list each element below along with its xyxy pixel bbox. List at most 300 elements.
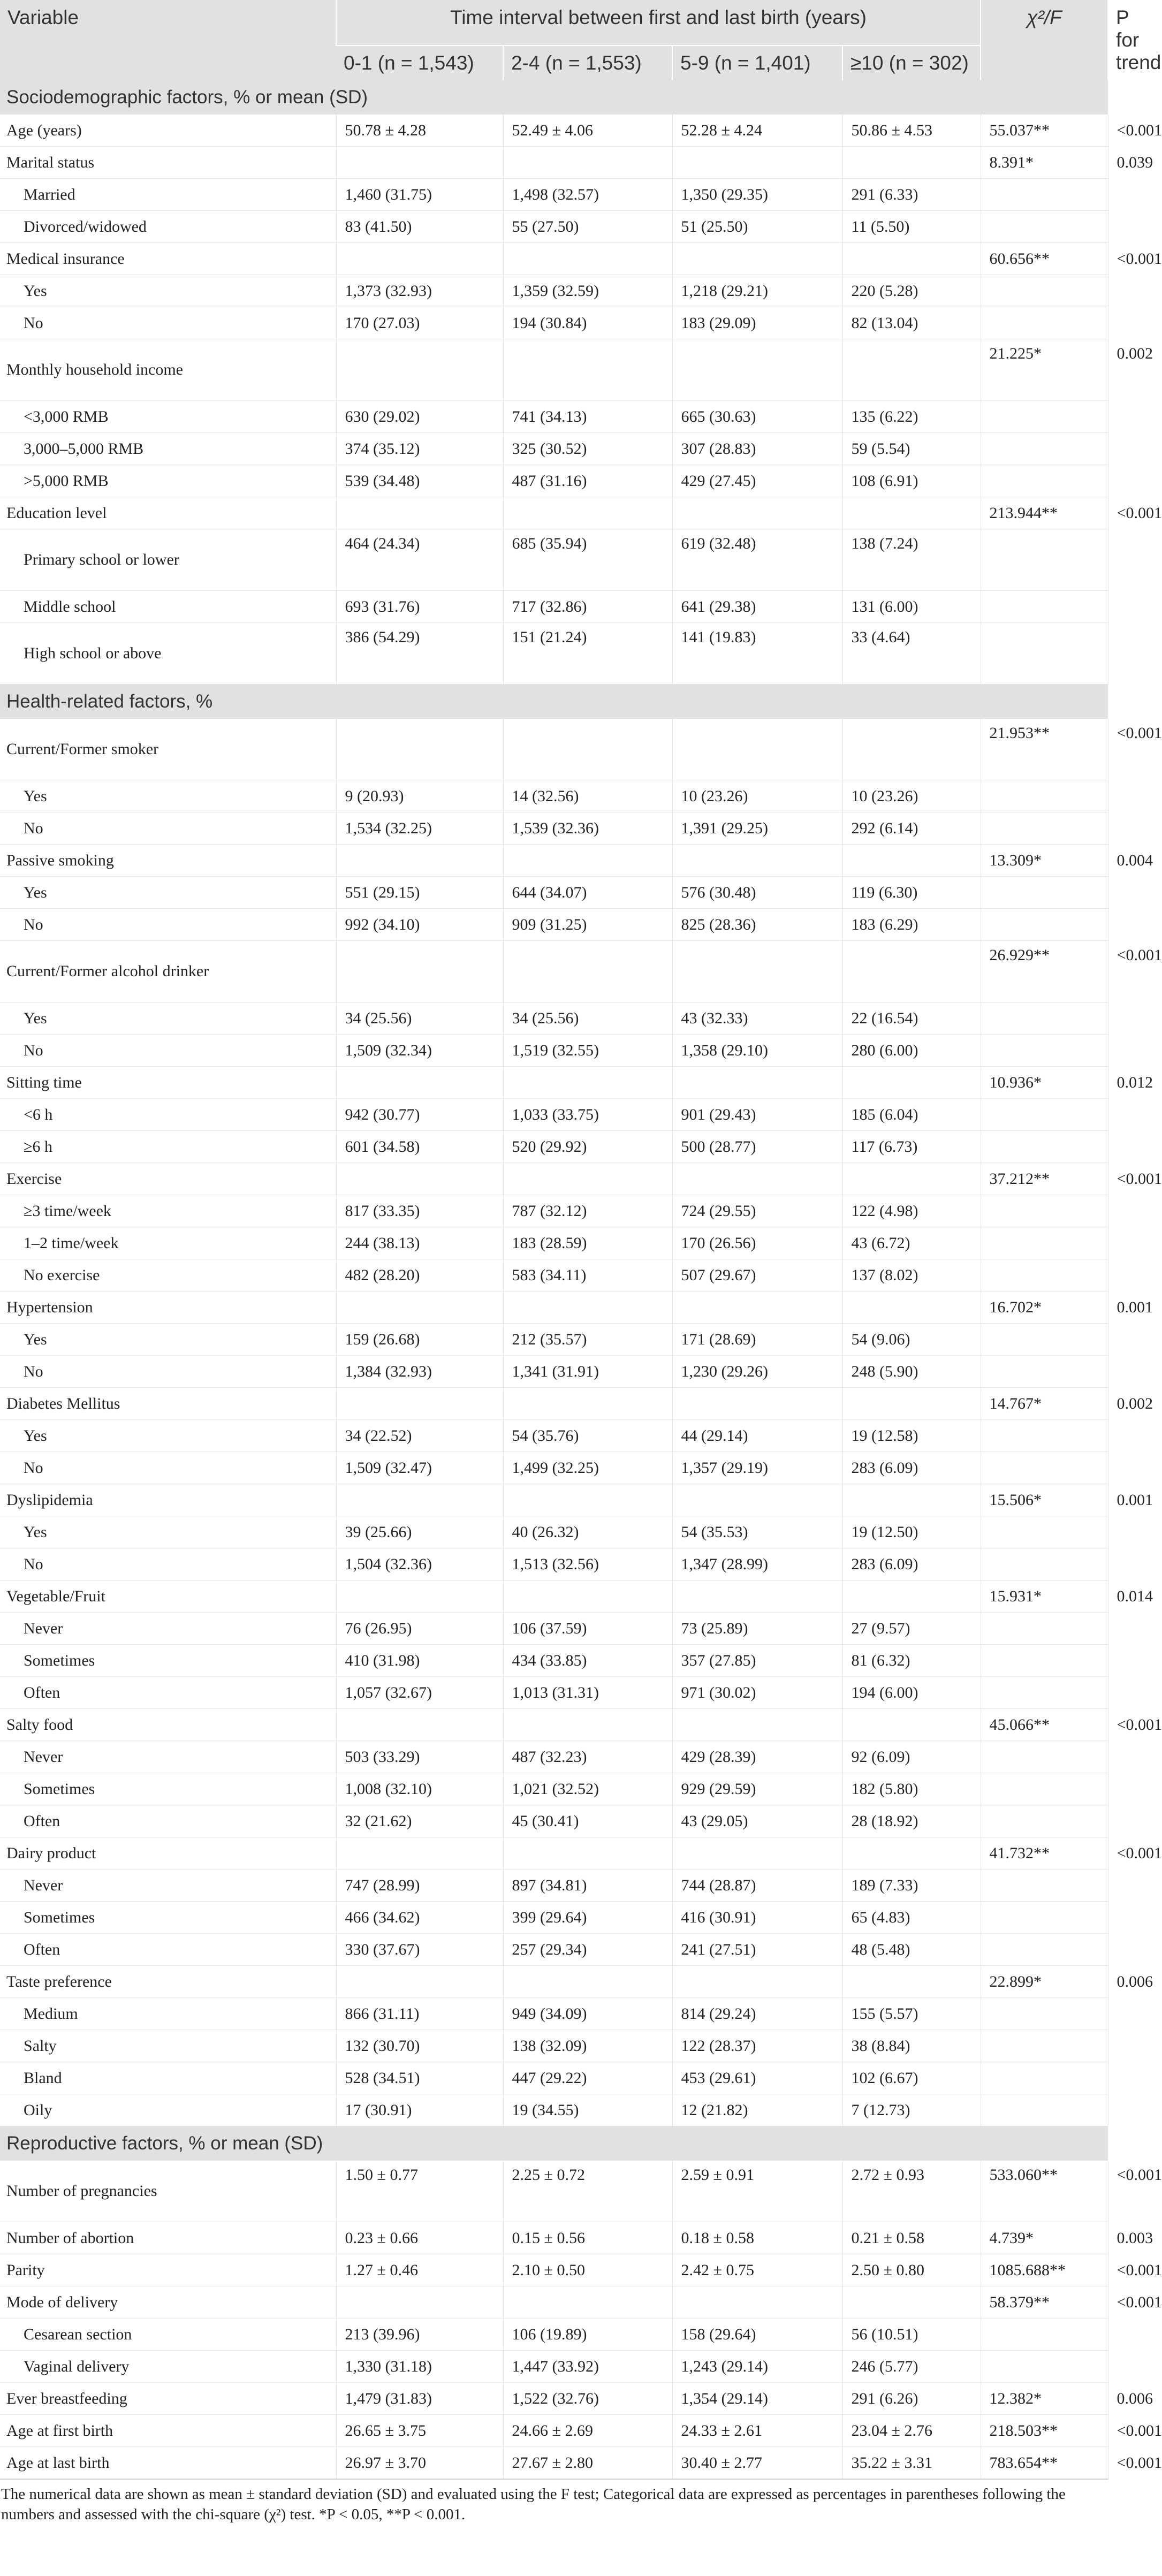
value-cell: 1,534 (32.25) [336, 812, 503, 845]
header-stat: χ²/F [981, 0, 1108, 80]
row-label: Salty food [0, 1709, 336, 1741]
value-cell: 897 (34.81) [503, 1870, 672, 1902]
row-label: Marital status [0, 147, 336, 179]
stat-cell [981, 529, 1108, 591]
stat-cell [981, 812, 1108, 845]
table-row: Dairy product 41.732** <0.001 [0, 1837, 1108, 1870]
value-cell [336, 845, 503, 877]
stat-cell [981, 1099, 1108, 1131]
value-cell: 19 (12.50) [842, 1516, 981, 1548]
row-label: Never [0, 1870, 336, 1902]
row-label: Vegetable/Fruit [0, 1580, 336, 1613]
row-label: Salty [0, 2030, 336, 2062]
value-cell: 40 (26.32) [503, 1516, 672, 1548]
table-row [0, 2319, 1108, 2351]
value-cell: 1,218 (29.21) [672, 275, 842, 307]
value-cell: 901 (29.43) [672, 1099, 842, 1131]
value-cell: 92 (6.09) [842, 1741, 981, 1773]
table-row [0, 1870, 1108, 1902]
value-cell: 17 (30.91) [336, 2094, 503, 2126]
value-cell [503, 2286, 672, 2319]
value-cell: 194 (6.00) [842, 1677, 981, 1709]
value-cell: 307 (28.83) [672, 433, 842, 465]
stat-cell [981, 2062, 1108, 2094]
table-row [0, 1805, 1108, 1837]
value-cell [842, 1291, 981, 1324]
value-cell [336, 1837, 503, 1870]
value-cell: 374 (35.12) [336, 433, 503, 465]
value-cell [842, 1067, 981, 1099]
footnote: The numerical data are shown as mean ± standard deviation (SD) and evaluated using the F test; Categorical data are expressed as percentages in parentheses following the numbers and assessed with the chi-square (χ²) test. *P < 0.05, **P < 0.001. [1, 2486, 1066, 2524]
value-cell: 51 (25.50) [672, 211, 842, 243]
value-cell: 1,013 (31.31) [503, 1677, 672, 1709]
table-row [0, 591, 1108, 623]
value-cell [503, 1388, 672, 1420]
table-row [0, 1613, 1108, 1645]
stat-cell: 15.931* [981, 1580, 1108, 1613]
stat-cell: 37.212** [981, 1163, 1108, 1195]
value-cell: 453 (29.61) [672, 2062, 842, 2094]
row-label: Mode of delivery [0, 2286, 336, 2319]
stat-cell: 45.066** [981, 1709, 1108, 1741]
row-label: Yes [0, 877, 336, 909]
value-cell: 43 (6.72) [842, 1227, 981, 1259]
value-cell: 2.72 ± 0.93 [842, 2161, 981, 2222]
value-cell [672, 1291, 842, 1324]
value-cell: 48 (5.48) [842, 1934, 981, 1966]
value-cell [672, 941, 842, 1002]
stat-cell [981, 1195, 1108, 1227]
stat-cell [981, 1645, 1108, 1677]
value-cell: 576 (30.48) [672, 877, 842, 909]
value-cell: 159 (26.68) [336, 1324, 503, 1356]
stat-cell [981, 401, 1108, 433]
stat-cell [981, 1420, 1108, 1452]
value-cell: 1,357 (29.19) [672, 1452, 842, 1484]
value-cell: 0.23 ± 0.66 [336, 2222, 503, 2254]
value-cell: 183 (28.59) [503, 1227, 672, 1259]
value-cell [842, 719, 981, 780]
table-row: Medical insurance 60.656** <0.001 [0, 243, 1108, 275]
stat-cell: 12.382* [981, 2383, 1108, 2415]
table-row [0, 465, 1108, 497]
value-cell: 866 (31.11) [336, 1998, 503, 2030]
stat-cell [981, 2319, 1108, 2351]
value-cell: 583 (34.11) [503, 1259, 672, 1291]
value-cell: 644 (34.07) [503, 877, 672, 909]
value-cell: 28 (18.92) [842, 1805, 981, 1837]
value-cell: 2.10 ± 0.50 [503, 2254, 672, 2286]
section-title: Health-related factors, % [0, 685, 1108, 719]
row-label: Diabetes Mellitus [0, 1388, 336, 1420]
table-row [0, 1902, 1108, 1934]
value-cell: 19 (12.58) [842, 1420, 981, 1452]
value-cell: 601 (34.58) [336, 1131, 503, 1163]
value-cell: 12 (21.82) [672, 2094, 842, 2126]
value-cell: 291 (6.26) [842, 2383, 981, 2415]
value-cell: 1,522 (32.76) [503, 2383, 672, 2415]
value-cell: 1,519 (32.55) [503, 1035, 672, 1067]
value-cell: 325 (30.52) [503, 433, 672, 465]
value-cell [672, 1580, 842, 1613]
row-label: Divorced/widowed [0, 211, 336, 243]
value-cell [672, 1966, 842, 1998]
row-label: >5,000 RMB [0, 465, 336, 497]
value-cell: 33 (4.64) [842, 623, 981, 685]
value-cell: 2.42 ± 0.75 [672, 2254, 842, 2286]
value-cell: 1,341 (31.91) [503, 1356, 672, 1388]
value-cell: 817 (33.35) [336, 1195, 503, 1227]
value-cell [842, 1837, 981, 1870]
stat-cell: 26.929** [981, 941, 1108, 1002]
value-cell: 19 (34.55) [503, 2094, 672, 2126]
stat-cell [981, 275, 1108, 307]
table-row: Number of pregnancies 1.50 ± 0.77 2.25 ± 0.72 2.59 ± 0.91 2.72 ± 0.93 533.060** <0.001 [0, 2161, 1108, 2222]
value-cell [336, 1580, 503, 1613]
value-cell [842, 339, 981, 401]
value-cell: 942 (30.77) [336, 1099, 503, 1131]
value-cell: 155 (5.57) [842, 1998, 981, 2030]
value-cell [672, 1163, 842, 1195]
value-cell: 52.49 ± 4.06 [503, 115, 672, 147]
value-cell: 1,008 (32.10) [336, 1773, 503, 1805]
row-label: Yes [0, 1324, 336, 1356]
value-cell: 1,243 (29.14) [672, 2351, 842, 2383]
stat-cell [981, 2030, 1108, 2062]
table-row: Number of abortion 0.23 ± 0.66 0.15 ± 0.56 0.18 ± 0.58 0.21 ± 0.58 4.739* 0.003 [0, 2222, 1108, 2254]
value-cell: 416 (30.91) [672, 1902, 842, 1934]
row-label: Sometimes [0, 1773, 336, 1805]
value-cell: 741 (34.13) [503, 401, 672, 433]
value-cell: 1,033 (33.75) [503, 1099, 672, 1131]
row-label: Parity [0, 2254, 336, 2286]
value-cell [842, 1484, 981, 1516]
stat-cell: 60.656** [981, 243, 1108, 275]
row-label: Sometimes [0, 1902, 336, 1934]
table-row: Ever breastfeeding 1,479 (31.83) 1,522 (32.76) 1,354 (29.14) 291 (6.26) 12.382* 0.006 [0, 2383, 1108, 2415]
value-cell: 246 (5.77) [842, 2351, 981, 2383]
stat-cell [981, 1613, 1108, 1645]
section-title: Reproductive factors, % or mean (SD) [0, 2126, 1108, 2161]
value-cell: 2.50 ± 0.80 [842, 2254, 981, 2286]
row-label: Current/Former alcohol drinker [0, 941, 336, 1002]
value-cell: 641 (29.38) [672, 591, 842, 623]
value-cell: 434 (33.85) [503, 1645, 672, 1677]
row-label: Middle school [0, 591, 336, 623]
value-cell: 137 (8.02) [842, 1259, 981, 1291]
value-cell [672, 845, 842, 877]
value-cell: 26.65 ± 3.75 [336, 2415, 503, 2447]
value-cell: 693 (31.76) [336, 591, 503, 623]
row-label: Yes [0, 1002, 336, 1035]
row-label: High school or above [0, 623, 336, 685]
value-cell: 2.59 ± 0.91 [672, 2161, 842, 2222]
value-cell: 220 (5.28) [842, 275, 981, 307]
table-row [0, 1035, 1108, 1067]
value-cell: 45 (30.41) [503, 1805, 672, 1837]
value-cell: 102 (6.67) [842, 2062, 981, 2094]
value-cell: 292 (6.14) [842, 812, 981, 845]
value-cell: 34 (25.56) [503, 1002, 672, 1035]
value-cell: 59 (5.54) [842, 433, 981, 465]
value-cell: 22 (16.54) [842, 1002, 981, 1035]
row-label: Dairy product [0, 1837, 336, 1870]
value-cell: 241 (27.51) [672, 1934, 842, 1966]
value-cell [842, 1966, 981, 1998]
value-cell: 106 (19.89) [503, 2319, 672, 2351]
value-cell: 23.04 ± 2.76 [842, 2415, 981, 2447]
row-label: Age at last birth [0, 2447, 336, 2480]
section-header [0, 685, 1108, 719]
value-cell: 76 (26.95) [336, 1613, 503, 1645]
value-cell: 27.67 ± 2.80 [503, 2447, 672, 2480]
value-cell: 183 (6.29) [842, 909, 981, 941]
stat-cell [981, 1516, 1108, 1548]
value-cell: 630 (29.02) [336, 401, 503, 433]
row-label: Never [0, 1741, 336, 1773]
value-cell [336, 1484, 503, 1516]
value-cell: 34 (22.52) [336, 1420, 503, 1452]
value-cell: 1,350 (29.35) [672, 179, 842, 211]
value-cell: 44 (29.14) [672, 1420, 842, 1452]
value-cell: 1,460 (31.75) [336, 179, 503, 211]
value-cell: 1.27 ± 0.46 [336, 2254, 503, 2286]
value-cell: 410 (31.98) [336, 1645, 503, 1677]
value-cell: 291 (6.33) [842, 179, 981, 211]
value-cell [503, 339, 672, 401]
table-row [0, 1548, 1108, 1580]
value-cell: 1,504 (32.36) [336, 1548, 503, 1580]
stat-cell [981, 909, 1108, 941]
value-cell [503, 243, 672, 275]
row-label: Often [0, 1934, 336, 1966]
value-cell: 1,373 (32.93) [336, 275, 503, 307]
value-cell: 158 (29.64) [672, 2319, 842, 2351]
value-cell: 717 (32.86) [503, 591, 672, 623]
table-row [0, 1195, 1108, 1227]
table-row [0, 1259, 1108, 1291]
table-row [0, 780, 1108, 812]
value-cell [503, 1067, 672, 1099]
value-cell: 1,057 (32.67) [336, 1677, 503, 1709]
value-cell: 487 (32.23) [503, 1741, 672, 1773]
row-label: Passive smoking [0, 845, 336, 877]
value-cell [503, 1709, 672, 1741]
table-row [0, 1452, 1108, 1484]
value-cell: 685 (35.94) [503, 529, 672, 591]
table-row: Age (years) 50.78 ± 4.28 52.49 ± 4.06 52.28 ± 4.24 50.86 ± 4.53 55.037** <0.001 [0, 115, 1108, 147]
value-cell: 122 (28.37) [672, 2030, 842, 2062]
value-cell: 487 (31.16) [503, 465, 672, 497]
value-cell [842, 147, 981, 179]
value-cell [842, 2286, 981, 2319]
stat-cell: 218.503** [981, 2415, 1108, 2447]
value-cell [503, 1163, 672, 1195]
table-row [0, 1998, 1108, 2030]
stat-cell [981, 1773, 1108, 1805]
stat-cell: 22.899* [981, 1966, 1108, 1998]
value-cell [336, 719, 503, 780]
value-cell: 189 (7.33) [842, 1870, 981, 1902]
row-label: Dyslipidemia [0, 1484, 336, 1516]
value-cell: 54 (9.06) [842, 1324, 981, 1356]
value-cell: 1,230 (29.26) [672, 1356, 842, 1388]
row-label: 3,000–5,000 RMB [0, 433, 336, 465]
value-cell: 170 (27.03) [336, 307, 503, 339]
value-cell: 34 (25.56) [336, 1002, 503, 1035]
table-row: Monthly household income 21.225* 0.002 [0, 339, 1108, 401]
value-cell: 0.18 ± 0.58 [672, 2222, 842, 2254]
value-cell: 528 (34.51) [336, 2062, 503, 2094]
value-cell: 744 (28.87) [672, 1870, 842, 1902]
value-cell: 248 (5.90) [842, 1356, 981, 1388]
value-cell: 244 (38.13) [336, 1227, 503, 1259]
value-cell: 466 (34.62) [336, 1902, 503, 1934]
value-cell: 194 (30.84) [503, 307, 672, 339]
value-cell [672, 243, 842, 275]
table-row: Dyslipidemia 15.506* 0.001 [0, 1484, 1108, 1516]
value-cell: 30.40 ± 2.77 [672, 2447, 842, 2480]
value-cell [672, 339, 842, 401]
table-row [0, 2094, 1108, 2126]
stat-cell [981, 1131, 1108, 1163]
stat-cell [981, 780, 1108, 812]
value-cell [672, 1388, 842, 1420]
value-cell [672, 1709, 842, 1741]
header-group-3: ≥10 (n = 302) [842, 45, 981, 80]
value-cell [842, 1388, 981, 1420]
table-row: Age at last birth 26.97 ± 3.70 27.67 ± 2.80 30.40 ± 2.77 35.22 ± 3.31 783.654** <0.001 [0, 2447, 1108, 2480]
value-cell: 24.33 ± 2.61 [672, 2415, 842, 2447]
stat-cell: 8.391* [981, 147, 1108, 179]
stat-cell: 14.767* [981, 1388, 1108, 1420]
value-cell: 507 (29.67) [672, 1259, 842, 1291]
value-cell [503, 845, 672, 877]
value-cell: 212 (35.57) [503, 1324, 672, 1356]
value-cell: 992 (34.10) [336, 909, 503, 941]
value-cell: 24.66 ± 2.69 [503, 2415, 672, 2447]
value-cell: 27 (9.57) [842, 1613, 981, 1645]
table-row: Salty food 45.066** <0.001 [0, 1709, 1108, 1741]
value-cell [336, 1067, 503, 1099]
value-cell: 280 (6.00) [842, 1035, 981, 1067]
row-label: Primary school or lower [0, 529, 336, 591]
value-cell: 283 (6.09) [842, 1452, 981, 1484]
value-cell: 1,509 (32.47) [336, 1452, 503, 1484]
header-group-2: 5-9 (n = 1,401) [672, 45, 842, 80]
value-cell: 551 (29.15) [336, 877, 503, 909]
value-cell [842, 243, 981, 275]
value-cell: 43 (32.33) [672, 1002, 842, 1035]
table-body [0, 80, 1162, 2479]
stat-cell: 21.953** [981, 719, 1108, 780]
value-cell: 1,330 (31.18) [336, 2351, 503, 2383]
value-cell: 1,539 (32.36) [503, 812, 672, 845]
stat-cell: 783.654** [981, 2447, 1108, 2480]
table-row [0, 1099, 1108, 1131]
table-row [0, 2062, 1108, 2094]
value-cell: 73 (25.89) [672, 1613, 842, 1645]
table-row: Current/Former alcohol drinker 26.929** <0.001 [0, 941, 1108, 1002]
value-cell: 909 (31.25) [503, 909, 672, 941]
row-label: Vaginal delivery [0, 2351, 336, 2383]
value-cell [503, 719, 672, 780]
value-cell: 1,354 (29.14) [672, 2383, 842, 2415]
stat-cell [981, 465, 1108, 497]
value-cell: 1,384 (32.93) [336, 1356, 503, 1388]
row-label: Age at first birth [0, 2415, 336, 2447]
stat-cell [981, 1548, 1108, 1580]
stat-cell [981, 1002, 1108, 1035]
value-cell: 83 (41.50) [336, 211, 503, 243]
stat-cell: 58.379** [981, 2286, 1108, 2319]
value-cell: 257 (29.34) [503, 1934, 672, 1966]
value-cell: 1,359 (32.59) [503, 275, 672, 307]
value-cell: 1,358 (29.10) [672, 1035, 842, 1067]
value-cell [336, 147, 503, 179]
row-label: No exercise [0, 1259, 336, 1291]
value-cell [503, 1837, 672, 1870]
value-cell: 138 (7.24) [842, 529, 981, 591]
value-cell [503, 941, 672, 1002]
row-label: Current/Former smoker [0, 719, 336, 780]
row-label: Yes [0, 1516, 336, 1548]
value-cell: 1,391 (29.25) [672, 812, 842, 845]
row-label: Hypertension [0, 1291, 336, 1324]
section-header [0, 80, 1108, 115]
row-label: No [0, 812, 336, 845]
value-cell: 50.78 ± 4.28 [336, 115, 503, 147]
row-label: Monthly household income [0, 339, 336, 401]
row-label: Sitting time [0, 1067, 336, 1099]
table-row: Sitting time 10.936* 0.012 [0, 1067, 1108, 1099]
table-row: Current/Former smoker 21.953** <0.001 [0, 719, 1108, 780]
row-label: Medical insurance [0, 243, 336, 275]
value-cell: 1,479 (31.83) [336, 2383, 503, 2415]
value-cell [842, 845, 981, 877]
value-cell [503, 1580, 672, 1613]
value-cell: 1,498 (32.57) [503, 179, 672, 211]
value-cell: 500 (28.77) [672, 1131, 842, 1163]
value-cell: 1.50 ± 0.77 [336, 2161, 503, 2222]
stat-cell [981, 1677, 1108, 1709]
value-cell: 357 (27.85) [672, 1645, 842, 1677]
stat-cell: 41.732** [981, 1837, 1108, 1870]
value-cell: 971 (30.02) [672, 1677, 842, 1709]
table-row [0, 1324, 1108, 1356]
value-cell: 447 (29.22) [503, 2062, 672, 2094]
value-cell [336, 941, 503, 1002]
table-row: Diabetes Mellitus 14.767* 0.002 [0, 1388, 1108, 1420]
value-cell [336, 1709, 503, 1741]
table-row [0, 433, 1108, 465]
value-cell [672, 147, 842, 179]
stat-cell: 13.309* [981, 845, 1108, 877]
row-label: Married [0, 179, 336, 211]
value-cell: 747 (28.99) [336, 1870, 503, 1902]
section-header [0, 2126, 1108, 2161]
row-label: Bland [0, 2062, 336, 2094]
stat-cell [981, 2351, 1108, 2383]
stat-cell [981, 1227, 1108, 1259]
value-cell [842, 1580, 981, 1613]
row-label: Often [0, 1677, 336, 1709]
stat-cell [981, 1805, 1108, 1837]
row-label: Age (years) [0, 115, 336, 147]
table-row [0, 529, 1108, 591]
table-row [0, 1420, 1108, 1452]
stat-cell: 16.702* [981, 1291, 1108, 1324]
